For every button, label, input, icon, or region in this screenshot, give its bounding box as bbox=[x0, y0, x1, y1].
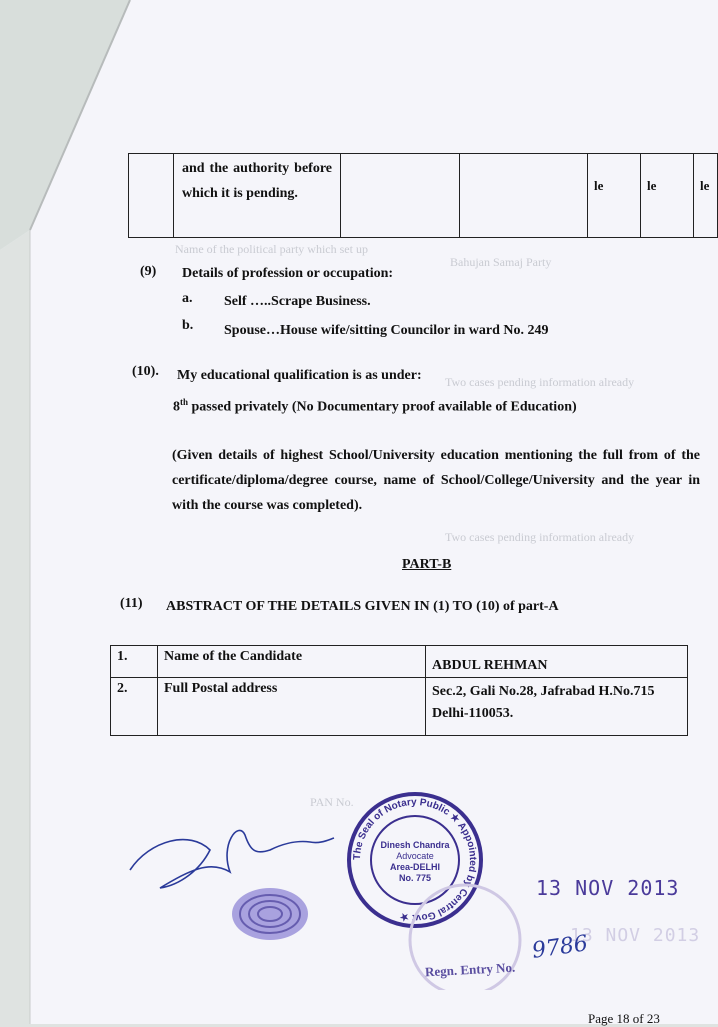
section-number: (10). bbox=[132, 364, 159, 379]
le-cell: le bbox=[641, 154, 694, 238]
svg-text:Area-DELHI: Area-DELHI bbox=[389, 862, 441, 872]
qualification-line bbox=[173, 392, 577, 418]
date-stamp: 13 NOV 2013 bbox=[536, 876, 680, 900]
qualification-superscript: th bbox=[180, 397, 189, 407]
qualification-number: 8 bbox=[173, 399, 180, 415]
list-marker: b. bbox=[182, 318, 194, 333]
le-cell: le bbox=[694, 154, 718, 238]
ghost-text: Bahujan Samaj Party bbox=[450, 255, 552, 269]
svg-text:Dinesh Chandra: Dinesh Chandra bbox=[380, 840, 450, 850]
cell-empty bbox=[129, 154, 174, 238]
abstract-table bbox=[110, 645, 688, 736]
qualification-note: (Given details of highest School/University education mentioning the full from of the certificate/diploma/degree course, name of School/College/University and the year in with the course was completed). bbox=[172, 448, 700, 513]
ghost-text: PAN No. bbox=[310, 795, 354, 809]
postal-address: Sec.2, Gali No.28, Jafrabad H.No.715 Delhi-110053. bbox=[426, 678, 688, 736]
ghost-text: Two cases pending information already bbox=[445, 375, 635, 389]
list-marker: a. bbox=[182, 291, 193, 306]
entry-number: 9786 bbox=[530, 931, 590, 964]
table-row bbox=[111, 678, 688, 736]
authority-cell: and the authority before which it is pending. bbox=[174, 154, 341, 238]
candidate-name: ABDUL REHMAN bbox=[426, 646, 688, 678]
part-b-heading: PART-B bbox=[402, 557, 452, 572]
svg-text:The Seal of Notary Public ★ Ap: The Seal of Notary Public ★ Appointed by Central Govt ★ bbox=[351, 796, 479, 924]
section-heading: My educational qualification is as under: bbox=[177, 368, 422, 383]
occupation-spouse: Spouse…House wife/sitting Councilor in ward No. 249 bbox=[224, 323, 549, 338]
table-row bbox=[111, 646, 688, 678]
row-number: 1. bbox=[111, 646, 158, 678]
row-label: Full Postal address bbox=[158, 678, 426, 736]
faint-date-stamp: 13 NOV 2013 bbox=[570, 925, 701, 946]
section-heading: Details of profession or occupation: bbox=[182, 266, 394, 281]
section-heading: ABSTRACT OF THE DETAILS GIVEN IN (1) TO (10) of part-A bbox=[166, 599, 559, 614]
le-cell: le bbox=[588, 154, 641, 238]
entry-stamp: Regn. Entry No. bbox=[424, 959, 516, 980]
ghost-text: Two cases pending information already bbox=[445, 530, 635, 544]
section-number: (11) bbox=[120, 596, 143, 611]
row-label: Name of the Candidate bbox=[158, 646, 426, 678]
svg-text:No. 775: No. 775 bbox=[398, 873, 432, 883]
cell-empty bbox=[460, 154, 588, 238]
qualification-text: passed privately (No Documentary proof available of Education) bbox=[188, 399, 577, 415]
svg-text:Advocate: Advocate bbox=[396, 851, 434, 861]
row-number: 2. bbox=[111, 678, 158, 736]
page-number: Page 18 of 23 bbox=[588, 1011, 660, 1026]
pending-cases-table bbox=[128, 153, 718, 238]
occupation-self: Self …..Scrape Business. bbox=[224, 294, 371, 309]
thumbprint bbox=[228, 880, 318, 950]
section-number: (9) bbox=[140, 264, 157, 279]
ghost-text: Name of the political party which set up bbox=[175, 242, 368, 256]
cell-empty bbox=[341, 154, 460, 238]
